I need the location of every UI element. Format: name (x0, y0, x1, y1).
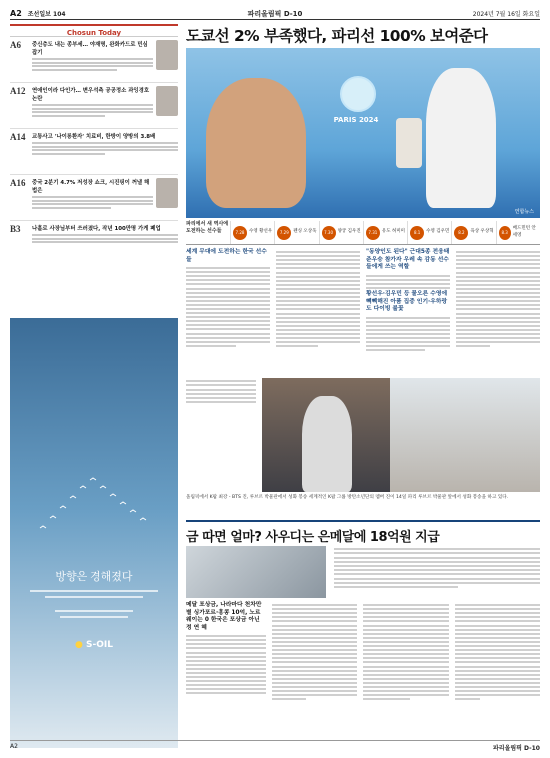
event-date: 8.1 (410, 226, 424, 240)
athlete-name: 육상 우상혁 (470, 229, 494, 235)
page-header (10, 8, 540, 20)
bottom-headline: 금 따면 얼마? 사우디는 은메달에 18억원 지급 (186, 530, 440, 545)
event-date: 7.28 (233, 226, 247, 240)
athlete-name: 양궁 김우진 (337, 229, 361, 235)
article-column (456, 249, 540, 375)
event-date: 8.2 (454, 226, 468, 240)
event-date: 7.29 (277, 226, 291, 240)
article-column (272, 602, 357, 742)
brief-title[interactable]: 교통사고 '나이롱환자' 치료비, 한방이 양방의 3.8배 (32, 134, 156, 140)
brief-page-code: A14 (10, 132, 26, 142)
article-column (455, 602, 540, 742)
strip-label: 파리에서 새 역사에 도전하는 선수들 (186, 221, 229, 234)
soil-advertisement[interactable] (10, 318, 178, 748)
brief-item[interactable] (10, 221, 178, 267)
article-column (363, 602, 448, 742)
fencer-photo (426, 68, 496, 208)
section-title: 파리올림픽 D-10 (247, 9, 303, 18)
brief-title[interactable]: 중국 2분기 4.7% 저성장 쇼크, 시진핑이 꺼낼 해법은 (32, 180, 150, 194)
brand-name: S-OIL (86, 640, 113, 650)
bird-flock-graphic (30, 438, 150, 538)
louvre-photo (390, 378, 540, 492)
chosun-today-sidebar (10, 24, 178, 314)
athlete-item (319, 221, 363, 244)
athlete-name: 배드민턴 안세영 (512, 226, 536, 238)
brief-page-code: A16 (10, 178, 26, 188)
main-headline: 도쿄선 2% 부족했다, 파리선 100% 보여준다 (186, 27, 488, 45)
brief-page-code: B3 (10, 224, 21, 234)
brief-item[interactable] (10, 129, 178, 175)
brief-item[interactable] (10, 175, 178, 221)
athlete-name: 유도 허미미 (381, 229, 406, 235)
column-subheading: 세계 무대에 도전하는 한국 선수들 (186, 249, 267, 263)
brief-page-code: A12 (10, 86, 26, 96)
article-column (186, 249, 270, 375)
bottom-article (186, 520, 540, 546)
athlete-name: 펜싱 오상욱 (293, 229, 317, 235)
swimmer-photo (206, 78, 306, 208)
article-text-block (334, 546, 540, 598)
brief-title[interactable]: 중신층도 내는 종부세… 야재명, 완화카드로 민심 잡기 (32, 42, 148, 56)
publication-name: 조선일보 104 (27, 11, 66, 18)
brief-photo (156, 86, 178, 116)
article-column (186, 602, 266, 742)
article-column (276, 249, 360, 375)
column-subheading: 메달 포상금, 나라마다 천차만별 싱가포르·홍콩 10억, 노르웨이는 0 한국은 포상금 아닌 정 연 혜 (186, 602, 262, 631)
brief-item[interactable] (10, 83, 178, 129)
brief-title[interactable]: 나홀로 사장님부터 쓰러졌다, 작년 100만명 가게 폐업 (32, 226, 161, 232)
hero-photo (186, 48, 540, 218)
footer-page-number: A2 (10, 743, 18, 750)
footer-section: 파리올림픽 D-10 (492, 745, 540, 752)
medal-photo (186, 546, 326, 598)
brief-page-code: A6 (10, 40, 21, 50)
issue-date: 2024년 7월 16일 화요일 (472, 11, 540, 18)
athlete-name: 수영 김우민 (426, 229, 450, 235)
page-footer (10, 740, 540, 752)
athlete-item (230, 221, 274, 244)
sidebar-title: Chosun Today (10, 24, 178, 37)
athlete-photo (396, 118, 422, 168)
athletes-strip (186, 221, 540, 245)
page-number: A2 (10, 9, 22, 18)
event-date: 8.3 (499, 226, 511, 240)
photo-caption-text: 올림픽에서 K팝 최강 - BTS 진, 루브르 박물관에서 성화 봉송 세계적인 K팝 그룹 방탄소년단의 멤버 진이 14일 파리 루브르 박물관 앞에서 성화 봉송을 하고 있다. (186, 495, 509, 500)
soil-logo: ● S-OIL (75, 640, 113, 650)
article-columns (186, 249, 540, 375)
athlete-name: 수영 황선우 (249, 229, 273, 235)
photo-credit: 연합뉴스 (514, 209, 534, 215)
paris-2024-emblem (340, 76, 376, 112)
athlete-item (407, 221, 451, 244)
athlete-item (451, 221, 495, 244)
brief-photo (156, 40, 178, 70)
athlete-item (274, 221, 318, 244)
athlete-item (496, 221, 540, 244)
column-subheading: "동양인도 된다" 근대5종 전웅태 준우승 참가자 우레 속 감동 선수 들에게 쓰는 역할 (366, 249, 450, 271)
article-column (366, 249, 450, 375)
bts-torch-photo (186, 378, 540, 492)
main-article (186, 24, 540, 375)
column-subheading: 황선우·김우민 등 물오른 수영에 빽빽해진 아품 집중 인기·우하랑도 다이빙 불꽃 (366, 290, 448, 313)
bottom-article-columns (186, 602, 540, 742)
ad-slogan: 방향은 경해졌다 (55, 571, 133, 583)
brief-photo (156, 178, 178, 208)
torchbearer-photo (262, 378, 390, 492)
photo-caption (186, 495, 540, 501)
athlete-item (363, 221, 407, 244)
brief-title[interactable]: 연애인이라 다인가… 변우석측 공공정소 과잉경호 논란 (32, 88, 150, 102)
paris-2024-text: PARIS 2024 (333, 116, 379, 124)
event-date: 7.30 (322, 226, 336, 240)
event-date: 7.31 (366, 226, 380, 240)
brief-item[interactable] (10, 37, 178, 83)
